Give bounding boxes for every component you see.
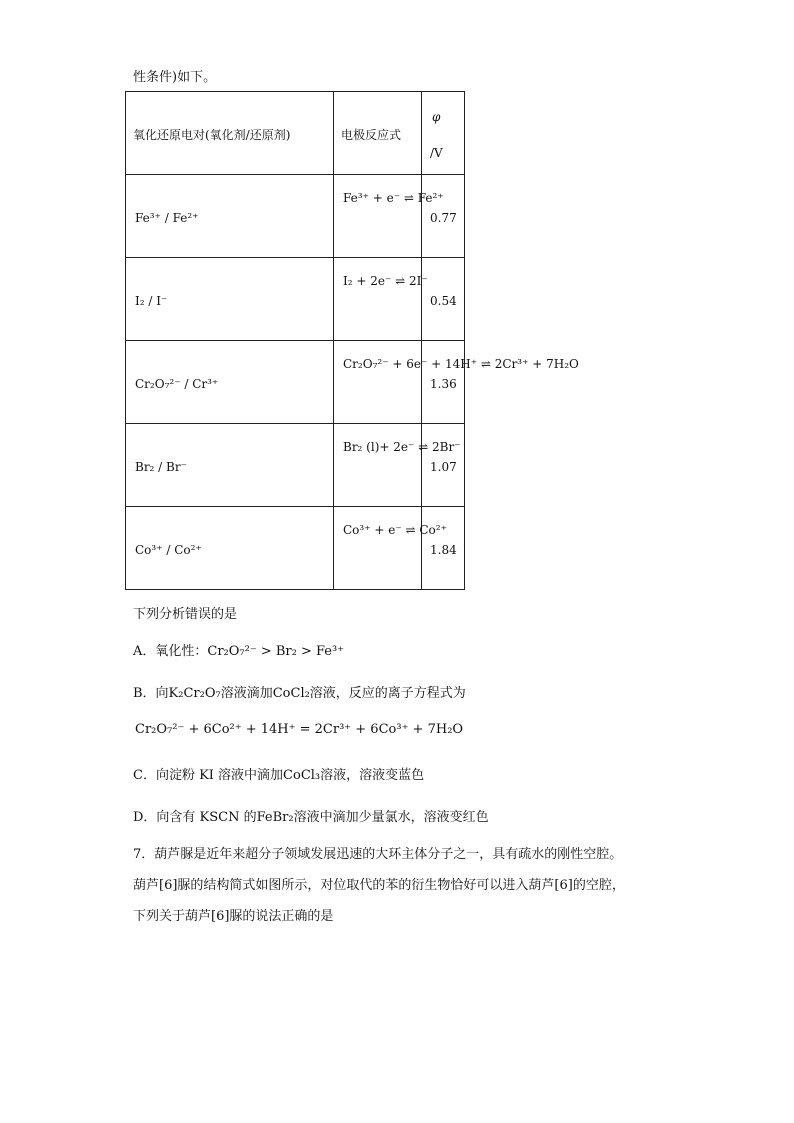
header-pair xyxy=(126,92,334,175)
option-d[interactable]: D．向含有 KSCN 的FeBr₂溶液中滴加少量氯水，溶液变红色 xyxy=(133,810,489,825)
table-row xyxy=(126,258,465,341)
phi-cell xyxy=(422,341,465,424)
question7-line3: 下列关于葫芦[6]脲的说法正确的是 xyxy=(133,909,334,924)
phi-cell xyxy=(422,424,465,507)
phi-cell xyxy=(422,507,465,590)
option-a[interactable]: A．氧化性：Cr₂O₇²⁻ > Br₂ > Fe³⁺ xyxy=(133,644,345,659)
pair-text: Cr₂O₇²⁻ / Cr³⁺ xyxy=(135,377,219,391)
phi-value: 1.84 xyxy=(430,543,457,557)
option-c[interactable]: C．向淀粉 KI 溶液中滴加CoCl₃溶液，溶液变蓝色 xyxy=(133,768,425,783)
option-b[interactable]: B．向K₂Cr₂O₇溶液滴加CoCl₂溶液，反应的离子方程式为 xyxy=(133,686,466,701)
phi-value: 0.77 xyxy=(430,211,457,225)
phi-cell xyxy=(422,175,465,258)
question-prompt: 下列分析错误的是 xyxy=(133,607,238,622)
pair-cell xyxy=(126,258,334,341)
phi-value: 1.07 xyxy=(430,460,457,474)
potential-table xyxy=(125,91,579,590)
pair-text: I₂ / I⁻ xyxy=(135,294,168,308)
table-header-row xyxy=(126,92,465,175)
table-row xyxy=(126,341,465,424)
reaction-text: Co³⁺ + e⁻ ⇌ Co²⁺ xyxy=(343,523,447,537)
reaction-text: Br₂ (l)+ 2e⁻ ⇌ 2Br⁻ xyxy=(343,440,461,454)
header-pair-label: 氧化还原电对(氧化剂/还原剂) xyxy=(133,128,291,142)
pair-cell xyxy=(126,175,334,258)
question7-line1: 7．葫芦脲是近年来超分子领域发展迅速的大环主体分子之一，具有疏水的刚性空腔。 xyxy=(133,847,623,862)
pair-cell xyxy=(126,507,334,590)
table-row xyxy=(126,175,465,258)
header-phi-symbol: φ xyxy=(432,110,441,124)
reaction-cell xyxy=(334,258,428,341)
header-phi-unit: /V xyxy=(430,146,443,160)
table-row xyxy=(126,424,465,507)
pair-text: Co³⁺ / Co²⁺ xyxy=(135,543,202,557)
header-phi xyxy=(422,92,465,175)
phi-value: 0.54 xyxy=(430,294,457,308)
reaction-text: Fe³⁺ + e⁻ ⇌ Fe²⁺ xyxy=(343,191,444,205)
table-row xyxy=(126,507,465,590)
intro-line: 性条件)如下。 xyxy=(133,70,217,85)
header-reaction-label: 电极反应式 xyxy=(341,128,402,142)
question7-line2: 葫芦[6]脲的结构简式如图所示，对位取代的苯的衍生物恰好可以进入葫芦[6]的空腔， xyxy=(133,878,625,893)
reaction-text: I₂ + 2e⁻ ⇌ 2I⁻ xyxy=(343,274,428,288)
header-reaction xyxy=(334,92,422,175)
phi-value: 1.36 xyxy=(430,377,457,391)
pair-cell xyxy=(126,424,334,507)
reaction-text: Cr₂O₇²⁻ + 6e⁻ + 14H⁺ ⇌ 2Cr³⁺ + 7H₂O xyxy=(343,357,579,371)
pair-cell xyxy=(126,341,334,424)
pair-text: Br₂ / Br⁻ xyxy=(135,460,187,474)
phi-cell xyxy=(422,258,465,341)
option-b-equation: Cr₂O₇²⁻ + 6Co²⁺ + 14H⁺ = 2Cr³⁺ + 6Co³⁺ + 7H₂O xyxy=(135,722,464,737)
pair-text: Fe³⁺ / Fe²⁺ xyxy=(135,211,199,225)
